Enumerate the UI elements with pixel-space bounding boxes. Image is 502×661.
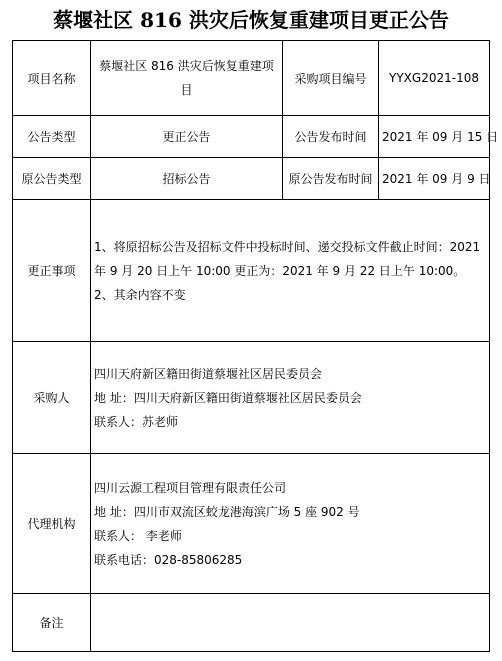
project-name-value: 蔡堰社区 816 洪灾后恢复重建项目 — [91, 41, 283, 116]
table-row-notice-type — [13, 116, 490, 158]
page-title: 蔡堰社区 816 洪灾后恢复重建项目更正公告 — [53, 8, 449, 32]
table-row-orig-notice — [13, 158, 490, 200]
publish-time-label: 公告发布时间 — [283, 116, 379, 158]
agency-phone: 联系电话：028-85806285 — [94, 552, 243, 567]
table-row-purchaser — [13, 342, 490, 454]
project-name-label: 项目名称 — [13, 41, 91, 116]
table-row-corrections — [13, 200, 490, 342]
remarks-label: 备注 — [13, 594, 91, 652]
orig-notice-type-label: 原公告类型 — [13, 158, 91, 200]
table-row-project — [13, 41, 490, 116]
procurement-no-label: 采购项目编号 — [283, 41, 379, 116]
agency-address: 地 址：四川市双流区蛟龙港海滨广场 5 座 902 号 — [94, 504, 360, 519]
procurement-no-value: YYXG2021-108 — [379, 41, 490, 116]
correction-item-1: 1、将原招标公告及招标文件中投标时间、递交投标文件截止时间：2021 年 9 月 20 日上午 10:00 更正为：2021 年 9 月 22 日上午 10:00。 — [94, 239, 481, 278]
notice-type-label: 公告类型 — [13, 116, 91, 158]
table-row-agency — [13, 454, 490, 594]
corrections-label: 更正事项 — [13, 200, 91, 342]
agency-label: 代理机构 — [13, 454, 91, 594]
correction-item-2: 2、其余内容不变 — [94, 287, 186, 302]
orig-publish-time-label: 原公告发布时间 — [283, 158, 379, 200]
remarks-content — [91, 594, 490, 652]
purchaser-name: 四川天府新区籍田街道蔡堰社区居民委员会 — [94, 366, 323, 381]
purchaser-address: 地 址：四川天府新区籍田街道蔡堰社区居民委员会 — [94, 390, 362, 405]
agency-content — [91, 454, 490, 594]
purchaser-contact: 联系人：苏老师 — [94, 414, 179, 429]
agency-name: 四川云源工程项目管理有限责任公司 — [94, 480, 287, 495]
orig-publish-time-value: 2021 年 09 月 9 日 — [379, 158, 490, 200]
publish-time-value: 2021 年 09 月 15 日 — [379, 116, 490, 158]
purchaser-label: 采购人 — [13, 342, 91, 454]
agency-contact: 联系人： 李老师 — [94, 528, 182, 543]
notice-type-value: 更正公告 — [91, 116, 283, 158]
orig-notice-type-value: 招标公告 — [91, 158, 283, 200]
notice-table — [12, 40, 499, 652]
table-row-remarks — [13, 594, 490, 652]
purchaser-content — [91, 342, 490, 454]
corrections-content — [91, 200, 490, 342]
